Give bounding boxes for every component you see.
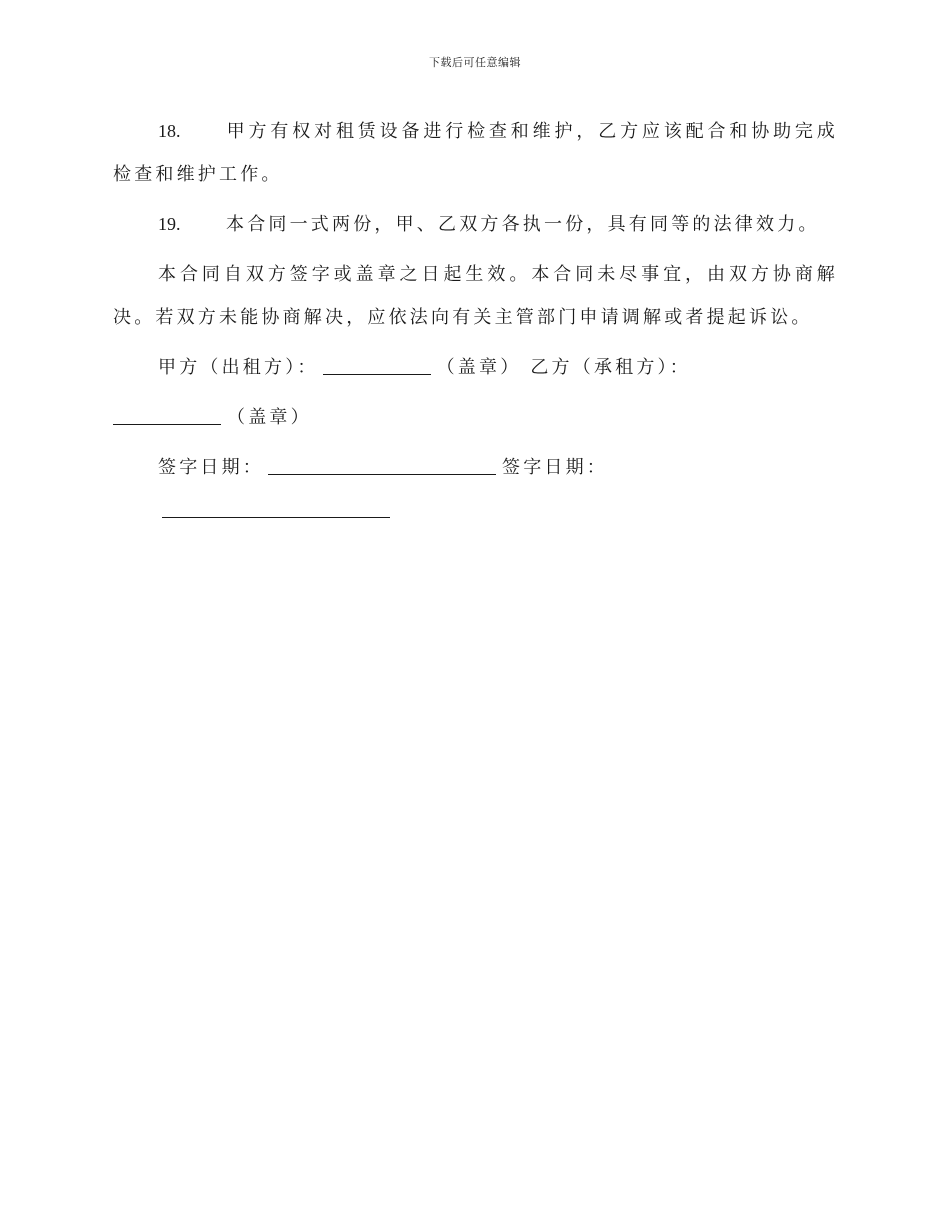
party-signature-line <box>113 346 838 389</box>
party-b-label: 乙方（承租方）： <box>530 357 691 378</box>
seal-label-a: （盖章） <box>436 357 522 378</box>
date-label-b: 签字日期： <box>502 457 608 478</box>
clause-text: 甲方有权对租赁设备进行检查和维护，乙方应该配合和协助完成检查和维护工作。 <box>113 121 838 185</box>
clause-number: 18. <box>158 121 181 141</box>
clause-text: 本合同一式两份，甲、乙双方各执一份，具有同等的法律效力。 <box>226 214 820 235</box>
clause-18 <box>113 110 838 196</box>
clause-number: 19. <box>158 214 181 234</box>
page-header: 下载后可任意编辑 <box>429 56 521 69</box>
date-b-blank[interactable] <box>162 495 390 518</box>
closing-paragraph: 本合同自双方签字或盖章之日起生效。本合同未尽事宜，由双方协商解决。若双方未能协商解决，应依法向有关主管部门申请调解或者提起诉讼。 <box>113 264 838 328</box>
party-b-signature-line <box>113 396 838 439</box>
seal-label-b: （盖章） <box>227 407 312 428</box>
date-line <box>113 446 838 532</box>
date-a-blank[interactable] <box>268 452 496 475</box>
clause-19 <box>113 203 838 246</box>
party-b-signature-blank[interactable] <box>113 402 221 425</box>
party-a-signature-blank[interactable] <box>323 352 431 375</box>
party-a-label: 甲方（出租方）： <box>158 357 319 378</box>
date-label-a: 签字日期： <box>158 457 264 478</box>
document-body <box>113 110 838 539</box>
